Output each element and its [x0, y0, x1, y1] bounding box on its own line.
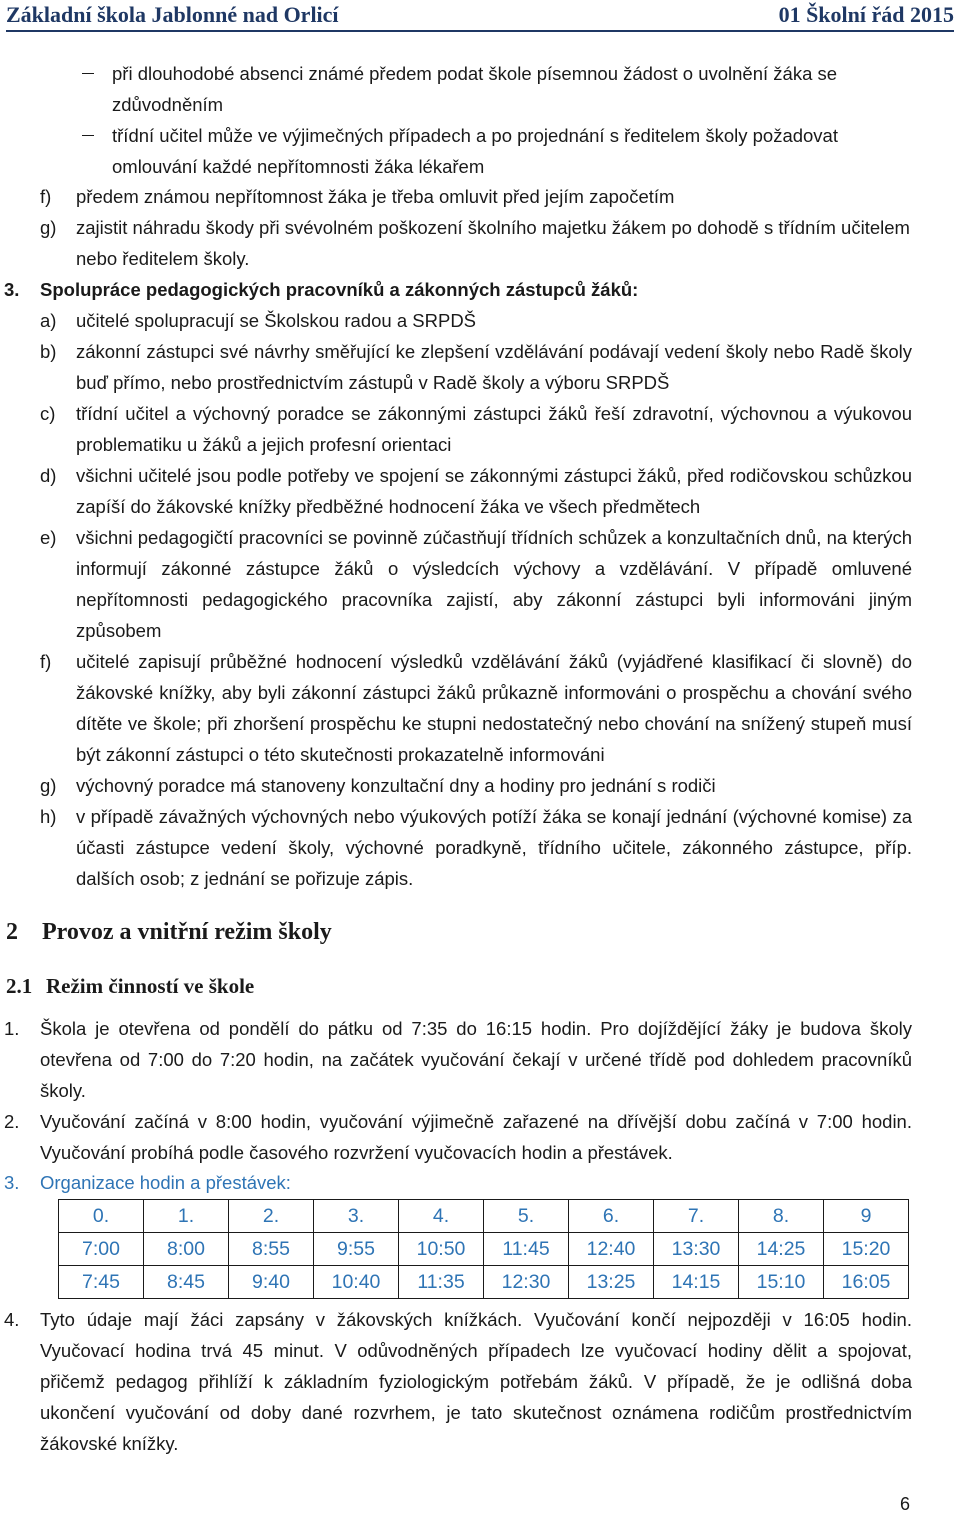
list-item-text: všichni pedagogičtí pracovníci se povinně zúčastňují třídních schůzek a konzultačních dnů, na kterých informují zákonné zástupce žáků o výsledcích výchovy a vzdělávání. V případě omluvené nepřítomnosti pedagogického pracovníka zajistí, aby zákonní zástupci byli informováni jiným způsobem [76, 527, 912, 641]
list-item [0, 212, 960, 274]
numbered-item [0, 1167, 960, 1198]
section-title: Spolupráce pedagogických pracovníků a zákonných zástupců žáků: [40, 279, 639, 300]
table-cell: 10:40 [314, 1266, 399, 1299]
table-cell: 8. [739, 1200, 824, 1233]
schedule-end-row [59, 1266, 909, 1299]
chapter-number: 2 [6, 919, 18, 945]
list-item [0, 305, 960, 336]
list-marker: 4. [4, 1309, 20, 1330]
schedule-header-row [59, 1200, 909, 1233]
list-marker: e) [40, 527, 57, 548]
list-item-text: třídní učitel a výchovný poradce se zákonnými zástupci žáků řeší zdravotní, výchovnou a výukovou problematiku u žáků a jejich profesní orientaci [76, 403, 912, 455]
table-cell: 2. [229, 1200, 314, 1233]
list-marker: a) [40, 310, 57, 331]
list-item-text: předem známou nepřítomnost žáka je třeba omluvit před jejím započetím [76, 186, 675, 207]
table-cell: 7:45 [59, 1266, 144, 1299]
table-cell: 5. [484, 1200, 569, 1233]
table-cell: 14:15 [654, 1266, 739, 1299]
list-item-text: učitelé spolupracují se Školskou radou a SRPDŠ [76, 310, 477, 331]
table-cell: 16:05 [824, 1266, 909, 1299]
subchapter-heading [0, 972, 960, 1000]
list-item-text: v případě závažných výchovných nebo výukových potíží žáka se konají jednání (výchovné komise) za účasti zástupce vedení školy, výchovné poradkyně, třídního učitele, zákonného zástupce, příp. dalších osob; z jednání se pořizuje zápis. [76, 806, 912, 889]
list-item-text: učitelé zapisují průběžné hodnocení výsledků vzdělávání žáků (vyjádřené klasifikací či slovně) do žákovské knížky, aby byli zákonní zástupci žáků průkazně informováni o prospěchu a chování svého dítěte ve škole; při zhoršení prospěchu ke stupni nedostatečný nebo chování na snížený stupeň musí být zákonní zástupci o této skutečnosti prokazatelně informováni [76, 651, 912, 765]
list-item-text: zákonní zástupci své návrhy směřující ke zlepšení vzdělávání podávají vedení školy nebo Radě školy buď přímo, nebo prostřednictvím zástupů v Radě školy a výboru SRPDŠ [76, 341, 912, 393]
table-cell: 10:50 [399, 1233, 484, 1266]
list-item [0, 460, 960, 522]
section-number: 3. [4, 279, 20, 300]
table-cell: 8:45 [144, 1266, 229, 1299]
page-number: 6 [899, 1494, 910, 1514]
list-marker: g) [40, 775, 57, 796]
list-item-text: Škola je otevřena od pondělí do pátku od 7:35 do 16:15 hodin. Pro dojíždějící žáky je budova školy otevřena od 7:00 do 7:20 hodin, na začátek vyučování čekají v určené třídě pod dohledem pracovníků školy. [40, 1018, 912, 1101]
table-cell: 0. [59, 1200, 144, 1233]
table-cell: 9:40 [229, 1266, 314, 1299]
list-marker: g) [40, 217, 57, 238]
table-cell: 8:55 [229, 1233, 314, 1266]
list-item-text: výchovný poradce má stanoveny konzultační dny a hodiny pro jednání s rodiči [76, 775, 716, 796]
list-marker: c) [40, 403, 56, 424]
table-cell: 13:25 [569, 1266, 654, 1299]
table-cell: 6. [569, 1200, 654, 1233]
table-cell: 4. [399, 1200, 484, 1233]
dash-list-item [0, 120, 960, 182]
table-cell: 12:30 [484, 1266, 569, 1299]
list-marker: 1. [4, 1018, 20, 1039]
table-cell: 15:10 [739, 1266, 824, 1299]
numbered-item [0, 1013, 960, 1106]
list-item [0, 398, 960, 460]
list-marker: 3. [4, 1172, 20, 1193]
list-item-text: při dlouhodobé absenci známé předem podat škole písemnou žádost o uvolnění žáka se zdůvodněním [112, 63, 838, 115]
table-cell: 7:00 [59, 1233, 144, 1266]
list-item [0, 181, 960, 212]
schedule-start-row [59, 1233, 909, 1266]
table-cell: 11:45 [484, 1233, 569, 1266]
list-marker: d) [40, 465, 57, 486]
table-cell: 12:40 [569, 1233, 654, 1266]
header-document-title: 01 Školní řád 2015 [778, 2, 954, 27]
header-school-name: Základní škola Jablonné nad Orlicí [6, 2, 339, 27]
list-item-text: třídní učitel může ve výjimečných případech a po projednání s ředitelem školy požadovat omlouvání každé nepřítomnosti žáka lékařem [112, 125, 838, 177]
list-item [0, 770, 960, 801]
list-item-text: Vyučování začíná v 8:00 hodin, vyučování výjimečně zařazené na dřívější dobu začíná v 7:00 hodin. Vyučování probíhá podle časového rozvržení vyučovacích hodin a přestávek. [40, 1111, 912, 1163]
table-cell: 8:00 [144, 1233, 229, 1266]
list-item-text: Organizace hodin a přestávek: [40, 1172, 291, 1193]
list-item [0, 522, 960, 646]
table-cell: 9:55 [314, 1233, 399, 1266]
table-cell: 14:25 [739, 1233, 824, 1266]
schedule-table [58, 1199, 909, 1299]
table-cell: 7. [654, 1200, 739, 1233]
numbered-item [0, 1106, 960, 1168]
chapter-heading [0, 916, 960, 948]
table-cell: 9 [824, 1200, 909, 1233]
list-item-text: všichni učitelé jsou podle potřeby ve spojení se zákonnými zástupci žáků, před rodičovskou schůzkou zapíší do žákovské knížky předběžné hodnocení žáka ve všech předmětech [76, 465, 912, 517]
table-cell: 13:30 [654, 1233, 739, 1266]
list-item [0, 336, 960, 398]
section-heading [0, 274, 960, 305]
subchapter-title: Režim činností ve škole [46, 974, 255, 998]
table-cell: 3. [314, 1200, 399, 1233]
table-cell: 15:20 [824, 1233, 909, 1266]
list-item-text: Tyto údaje mají žáci zapsány v žákovských knížkách. Vyučování končí nejpozději v 16:05 hodin. Vyučovací hodina trvá 45 minut. V odůvodněných případech lze vyučovací hodiny dělit a spojovat, přičemž pedagog přihlíží k základním fyziologickým potřebám žáků. V případě, že je odlišná doba ukončení vyučování od doby dané rozvrhem, je tato skutečnost oznámena rodičům prostřednictvím žákovské knížky. [40, 1309, 912, 1454]
subchapter-number: 2.1 [6, 974, 33, 998]
list-item [0, 646, 960, 770]
dash-marker [0, 120, 76, 151]
list-item-text: zajistit náhradu škody při svévolném poškození školního majetku žákem po dohodě s třídním učitelem nebo ředitelem školy. [76, 217, 910, 269]
table-cell: 11:35 [399, 1266, 484, 1299]
chapter-title: Provoz a vnitřní režim školy [42, 919, 332, 945]
list-marker: f) [40, 186, 52, 207]
dash-list-item [0, 58, 960, 120]
list-marker: f) [40, 651, 52, 672]
dash-marker [0, 58, 76, 89]
table-cell: 1. [144, 1200, 229, 1233]
list-marker: 2. [4, 1111, 20, 1132]
page-header [6, 0, 954, 32]
list-item [0, 801, 960, 894]
numbered-item [0, 1304, 960, 1459]
list-marker: h) [40, 806, 57, 827]
list-marker: b) [40, 341, 57, 362]
